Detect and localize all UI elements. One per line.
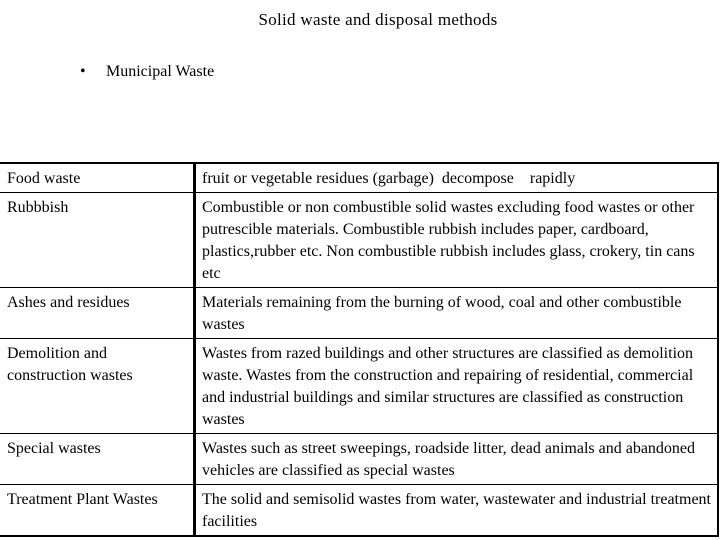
table-row (0, 193, 718, 288)
category-cell: Food waste (0, 163, 195, 193)
bullet-label: Municipal Waste (106, 63, 215, 80)
table-row (0, 163, 718, 193)
table-row (0, 434, 718, 485)
page-title: Solid waste and disposal methods (258, 10, 498, 29)
table-row (0, 485, 718, 537)
description-cell: fruit or vegetable residues (garbage) decompose rapidly (195, 163, 719, 193)
description-cell: The solid and semisolid wastes from water, wastewater and industrial treatment facilities (195, 485, 719, 537)
table-row (0, 339, 718, 434)
category-cell: Rubbbish (0, 193, 195, 288)
description-cell: Combustible or non combustible solid wastes excluding food wastes or other putrescible materials. Combustible rubbish includes paper, cardboard, plastics,rubber etc. Non combustible rubbish includes glass, crokery, tin cans etc (195, 193, 719, 288)
bullet-icon: • (80, 63, 86, 80)
description-cell: Wastes such as street sweepings, roadside litter, dead animals and abandoned vehicles are classified as special wastes (195, 434, 719, 485)
description-cell: Materials remaining from the burning of wood, coal and other combustible wastes (195, 288, 719, 339)
category-cell: Ashes and residues (0, 288, 195, 339)
bullet-item (80, 63, 214, 81)
waste-table (0, 162, 719, 537)
table-row (0, 288, 718, 339)
description-cell: Wastes from razed buildings and other structures are classified as demolition waste. Wastes from the construction and repairing of residential, commercial and industrial buildings and similar structures are classified as construction wastes (195, 339, 719, 434)
category-cell: Special wastes (0, 434, 195, 485)
category-cell: Treatment Plant Wastes (0, 485, 195, 537)
category-cell: Demolition and construction wastes (0, 339, 195, 434)
